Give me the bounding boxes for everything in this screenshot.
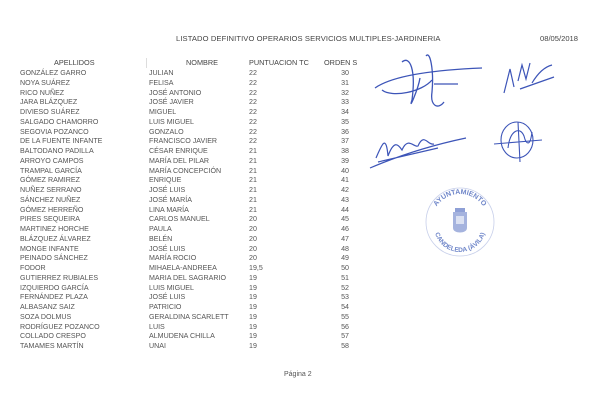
cell-apellidos: SEGOVIA POZANCO (20, 127, 89, 136)
cell-apellidos: GUTIERREZ RUBIALES (20, 273, 99, 282)
cell-orden: 43 (341, 195, 349, 204)
cell-orden: 44 (341, 205, 349, 214)
header-apellidos: APELLIDOS (54, 58, 95, 67)
document-date: 08/05/2018 (540, 34, 579, 43)
cell-apellidos: TRAMPAL GARCÍA (20, 166, 82, 175)
cell-orden: 36 (341, 127, 349, 136)
cell-puntuacion: 19 (249, 322, 257, 331)
cell-nombre: JOSÉ LUIS (149, 186, 186, 194)
cell-apellidos: JARA BLÁZQUEZ (20, 98, 78, 107)
cell-apellidos: SÁNCHEZ NUÑEZ (20, 195, 81, 204)
header-nombre: NOMBRE (186, 58, 219, 67)
svg-text:CANDELEDA (ÁVILA): CANDELEDA (ÁVILA) (433, 231, 487, 255)
cell-apellidos: GÓMEZ RAMIREZ (20, 176, 80, 185)
cell-orden: 31 (341, 78, 349, 87)
cell-nombre: LUIS (149, 322, 165, 331)
cell-nombre: JOSÉ LUIS (149, 244, 186, 253)
cell-orden: 51 (341, 273, 349, 282)
cell-puntuacion: 22 (249, 78, 257, 87)
cell-nombre: MIHAELA-ANDREEA (149, 264, 217, 272)
cell-apellidos: DE LA FUENTE INFANTE (20, 137, 103, 146)
cell-apellidos: COLLADO CRESPO (20, 332, 86, 341)
cell-apellidos: IZQUIERDO GARCÍA (20, 283, 89, 292)
cell-orden: 34 (341, 108, 349, 116)
cell-nombre: GERALDINA SCARLETT (149, 312, 229, 321)
cell-orden: 37 (341, 137, 349, 146)
cell-nombre: CARLOS MANUEL (149, 215, 210, 224)
cell-puntuacion: 21 (249, 176, 257, 185)
signature-3-icon (368, 120, 468, 170)
cell-apellidos: GONZÁLEZ GARRO (20, 69, 87, 77)
cell-apellidos: NOYA SUÁREZ (20, 78, 70, 87)
cell-orden: 32 (341, 88, 349, 97)
cell-nombre: GONZALO (149, 127, 184, 136)
cell-nombre: MIGUEL (149, 108, 177, 116)
cell-apellidos: BALTODANO PADILLA (20, 147, 94, 155)
cell-orden: 52 (341, 283, 349, 292)
cell-nombre: CÉSAR ENRIQUE (149, 147, 208, 155)
cell-apellidos: PIRES SEQUEIRA (20, 215, 80, 224)
cell-orden: 33 (341, 98, 349, 107)
cell-apellidos: MARTINEZ HORCHE (20, 225, 89, 233)
cell-nombre: JOSÉ ANTONIO (149, 88, 202, 97)
cell-apellidos: NUÑEZ SERRANO (20, 186, 82, 194)
cell-apellidos: GÓMEZ HERREÑO (20, 205, 84, 214)
cell-puntuacion: 19 (249, 332, 257, 341)
cell-nombre: BELÉN (149, 234, 173, 243)
cell-nombre: FELISA (149, 78, 174, 87)
cell-orden: 40 (341, 166, 349, 175)
cell-orden: 53 (341, 293, 349, 302)
cell-puntuacion: 22 (249, 98, 257, 107)
cell-nombre: MARÍA ROCIO (149, 254, 197, 263)
cell-orden: 57 (341, 332, 349, 341)
cell-puntuacion: 21 (249, 147, 257, 155)
cell-apellidos: RICO NUÑEZ (20, 88, 65, 97)
cell-nombre: ALMUDENA CHILLA (149, 332, 215, 341)
cell-puntuacion: 20 (249, 244, 257, 253)
cell-puntuacion: 22 (249, 108, 257, 116)
cell-puntuacion: 22 (249, 69, 257, 77)
cell-nombre: PAULA (149, 225, 172, 233)
svg-text:AYUNTAMIENTO: AYUNTAMIENTO (432, 188, 488, 208)
cell-orden: 50 (341, 264, 349, 272)
signature-1-icon (372, 50, 492, 120)
page-number: Página 2 (284, 371, 312, 378)
cell-apellidos: DIVIESO SUÁREZ (20, 108, 80, 116)
cell-orden: 30 (341, 69, 349, 77)
cell-puntuacion: 19 (249, 283, 257, 292)
cell-orden: 56 (341, 322, 349, 331)
cell-nombre: PATRICIO (149, 303, 182, 311)
signature-2-icon (500, 55, 560, 100)
header-orden: ORDEN S (324, 58, 358, 67)
stamp-seal-icon (422, 182, 498, 258)
cell-orden: 47 (341, 234, 349, 243)
cell-apellidos: ALBASANZ SAIZ (20, 303, 75, 311)
cell-orden: 49 (341, 254, 349, 263)
cell-puntuacion: 22 (249, 137, 257, 146)
cell-puntuacion: 19 (249, 293, 257, 302)
cell-apellidos: SOZA DOLMUS (20, 312, 72, 321)
cell-nombre: LUIS MIGUEL (149, 117, 194, 126)
municipal-stamp (422, 182, 498, 258)
cell-nombre: JOSÉ MARÍA (149, 195, 192, 204)
cell-nombre: MARÍA CONCEPCIÓN (149, 166, 222, 175)
cell-nombre: ENRIQUE (149, 176, 182, 185)
cell-puntuacion: 19,5 (249, 264, 263, 272)
cell-puntuacion: 21 (249, 156, 257, 165)
signature-4-icon (490, 118, 545, 168)
cell-puntuacion: 19 (249, 273, 257, 282)
cell-apellidos: SALGADO CHAMORRO (20, 117, 99, 126)
cell-puntuacion: 21 (249, 205, 257, 214)
header-puntuacion: PUNTUACION TC (249, 58, 309, 67)
cell-apellidos: ARROYO CAMPOS (20, 156, 84, 165)
cell-puntuacion: 22 (249, 88, 257, 97)
cell-puntuacion: 20 (249, 254, 257, 263)
document-title: LISTADO DEFINITIVO OPERARIOS SERVICIOS MULTIPLES-JARDINERIA (176, 34, 441, 43)
cell-puntuacion: 19 (249, 312, 257, 321)
cell-apellidos: FODOR (20, 264, 46, 272)
cell-orden: 55 (341, 312, 349, 321)
cell-puntuacion: 20 (249, 234, 257, 243)
cell-nombre: MARÍA DEL PILAR (149, 156, 210, 165)
cell-orden: 54 (341, 303, 349, 311)
cell-puntuacion: 21 (249, 166, 257, 175)
column-divider (146, 58, 147, 68)
cell-puntuacion: 22 (249, 117, 257, 126)
cell-apellidos: TAMAMES MARTÍN (20, 342, 84, 350)
cell-apellidos: FERNÁNDEZ PLAZA (20, 293, 88, 302)
cell-nombre: LUIS MIGUEL (149, 283, 194, 292)
cell-apellidos: BLÁZQUEZ ÁLVAREZ (20, 234, 91, 243)
cell-nombre: JOSÉ LUIS (149, 293, 186, 302)
cell-apellidos: PEINADO SÁNCHEZ (20, 254, 88, 263)
cell-orden: 48 (341, 244, 349, 253)
cell-nombre: UNAI (149, 342, 166, 350)
cell-nombre: FRANCISCO JAVIER (149, 137, 218, 146)
cell-nombre: JULIAN (149, 69, 174, 77)
cell-orden: 35 (341, 117, 349, 126)
cell-nombre: MARIA DEL SAGRARIO (149, 273, 226, 282)
cell-apellidos: RODRÍGUEZ POZANCO (20, 322, 100, 331)
cell-puntuacion: 22 (249, 127, 257, 136)
cell-puntuacion: 20 (249, 225, 257, 233)
cell-orden: 38 (341, 147, 349, 155)
cell-nombre: LINA MARÍA (149, 205, 189, 214)
cell-orden: 42 (341, 186, 349, 194)
cell-nombre: JOSÉ JAVIER (149, 98, 194, 107)
cell-puntuacion: 21 (249, 195, 257, 204)
cell-puntuacion: 19 (249, 303, 257, 311)
cell-puntuacion: 19 (249, 342, 257, 350)
cell-puntuacion: 20 (249, 215, 257, 224)
cell-orden: 39 (341, 156, 349, 165)
cell-orden: 41 (341, 176, 349, 185)
cell-puntuacion: 21 (249, 186, 257, 194)
cell-apellidos: MONGE INFANTE (20, 244, 79, 253)
cell-orden: 45 (341, 215, 349, 224)
cell-orden: 46 (341, 225, 349, 233)
cell-orden: 58 (341, 342, 349, 350)
